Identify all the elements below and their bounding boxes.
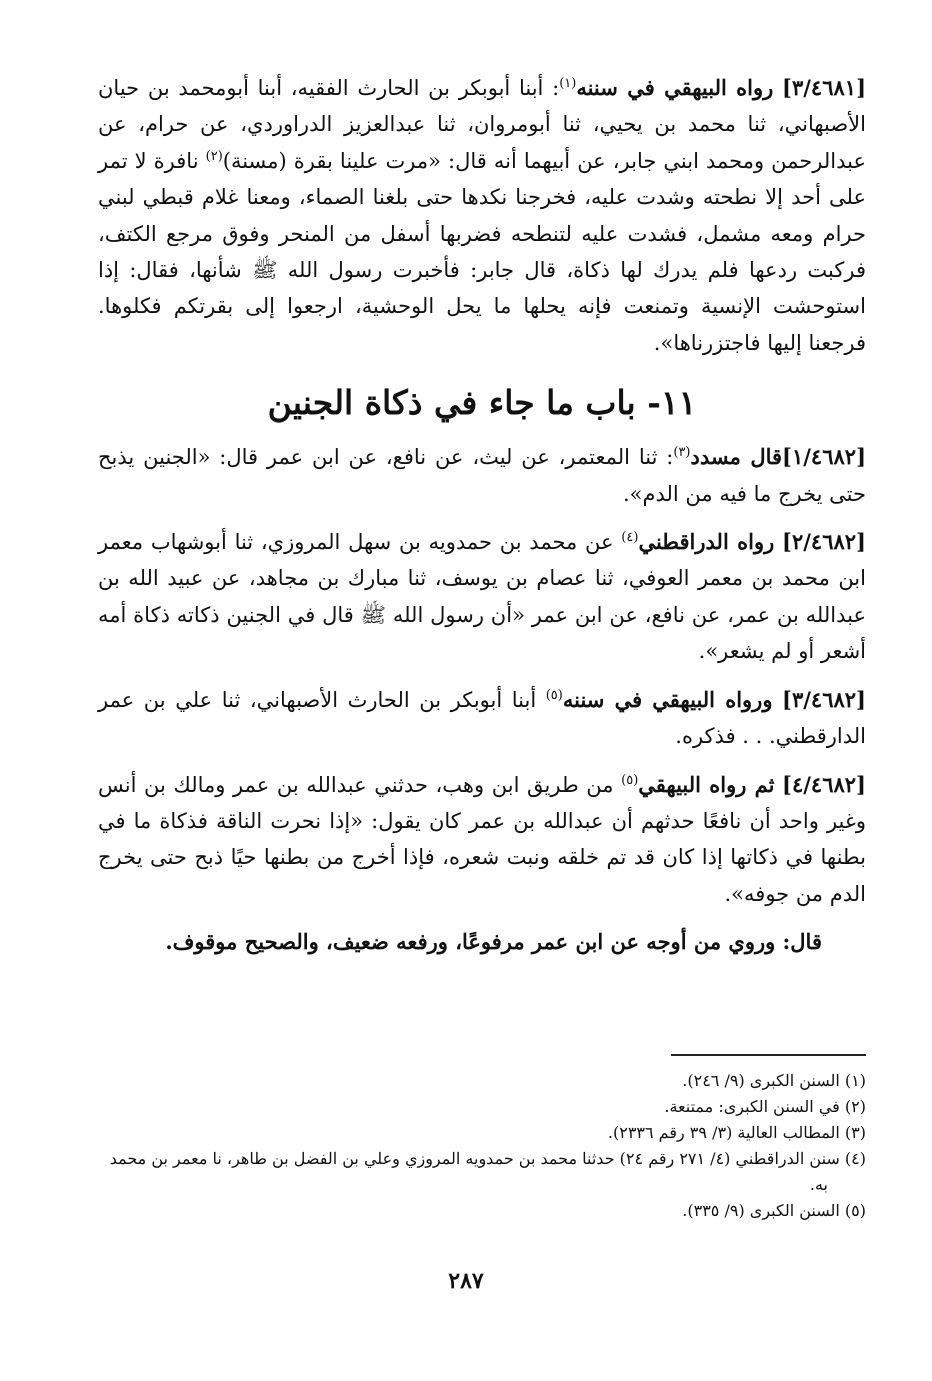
hadith-text: أبنا أبوبكر بن الحارث الأصبهاني، ثنا علي بن عمر الدارقطني. . . فذكره. xyxy=(98,687,866,749)
hadith-text: : أبنا أبوبكر بن الحارث الفقيه، أبنا أبومحمد بن حيان الأصبهاني، ثنا محمد بن يحيي، ثنا أبومروان، ثنا عبدالعزيز الدراوردي، عن حرام، عن عبدالرحمن ومحمد ابني جابر، عن أبيهما أنه قال: «مرت علينا بقرة (مسنة) xyxy=(98,76,867,173)
hadith-text: : ثنا المعتمر، عن ليث، عن نافع، عن ابن عمر قال: «الجنين يذبح حتى يخرج ما فيه من الدم». xyxy=(98,445,866,506)
footnote-item: (١) السنن الكبرى (٩/ ٢٤٦). xyxy=(682,1071,866,1090)
hadith-source: قال مسدد xyxy=(690,444,783,470)
hadith-source: رواه البيهقي في سننه xyxy=(576,75,774,100)
hadith-source: ورواه البيهقي في سننه xyxy=(562,686,773,712)
footnote-item: (٢) في السنن الكبرى: ممتنعة. xyxy=(664,1097,866,1116)
hadith-reference: [٤/٤٦٨٢] xyxy=(782,771,866,797)
footnote-marker: (٢) xyxy=(205,148,223,164)
footnote-marker: (٤) xyxy=(621,530,639,546)
hadith-text: نافرة لا تمر على أحد إلا نطحته وشدت عليه، فخرجنا نكدها حتى بلغنا الصماء، ومعنا غلام قبطي لبني حرام ومعه مشمل، فشدت عليه لتنطحه فضربها أسفل من المنحر وفوق مرجع الكتف، فركبت ردعها فلم يدرك لها ذكاة، قال جابر: فأخبرت رسول الله ﷺ شأنها، فقال: إذا استوحشت الإنسية وتمنعت فإنه يحلها ما يحل الوحشية، ارجعوا إلى بقرتكم فكلوها. فرجعنا إليها فاجتزرناها». xyxy=(98,148,866,355)
hadith-paragraph-4682-1 xyxy=(98,439,866,512)
hadith-source: رواه الدراقطني xyxy=(638,529,775,555)
hadith-reference: [٢/٤٦٨٢] xyxy=(782,529,866,555)
footnote-marker: (١) xyxy=(559,76,577,91)
hadith-paragraph-4682-3 xyxy=(98,682,866,755)
closing-remark: قال: وروي من أوجه عن ابن عمر مرفوعًا، ورفعه ضعيف، والصحيح موقوف. xyxy=(165,929,822,955)
hadith-reference: [٣/٤٦٨٢] xyxy=(782,686,866,712)
chapter-title: ١١- باب ما جاء في ذكاة الجنين xyxy=(267,383,697,423)
footnote-item: (٣) المطالب العالية (٣/ ٣٩ رقم ٢٣٣٦). xyxy=(607,1123,866,1142)
hadith-paragraph-4682-2 xyxy=(98,524,866,670)
footnote-marker: (٣) xyxy=(673,445,691,461)
hadith-reference: [٣/٤٦٨١] xyxy=(782,75,866,100)
hadith-paragraph-4681-3 xyxy=(98,70,866,361)
hadith-reference: [١/٤٦٨٢] xyxy=(782,444,866,470)
page-number: ٢٨٧ xyxy=(448,1268,484,1294)
footnotes xyxy=(98,1068,866,1224)
hadith-text: من طريق ابن وهب، حدثني عبدالله بن عمر ومالك بن أنس وغير واحد أن نافعًا حدثهم أن عبدالله بن عمر كان يقول: «إذا نحرت الناقة فذكاة ما في بطنها في ذكاتها إذا كان قد تم خلقه ونبت شعره، فإذا أخرج من بطنها حيًا ذبح حتى يخرج الدم من جوفه». xyxy=(98,772,866,906)
footnote-item: (٤) سنن الدراقطني (٤/ ٢٧١ رقم ٢٤) حدثنا محمد بن حمدويه المروزي وعلي بن الفضل بن طاهر، نا معمر بن محمد به. xyxy=(109,1149,866,1194)
footnote-marker: (٥) xyxy=(621,772,639,788)
footnote-marker: (٥) xyxy=(545,687,563,703)
main-text xyxy=(98,70,866,960)
footnote-divider xyxy=(671,1054,866,1056)
hadith-paragraph-4682-4 xyxy=(98,767,866,913)
hadith-source: ثم رواه البيهقي xyxy=(638,771,775,797)
footnote-item: (٥) السنن الكبرى (٩/ ٣٣٥). xyxy=(682,1201,866,1220)
hadith-text: عن محمد بن حمدويه بن سهل المروزي، ثنا أبوشهاب معمر ابن محمد بن معمر العوفي، ثنا عصام بن يوسف، ثنا مبارك بن مجاهد، عن عبيد الله بن عبدالله بن عمر، عن نافع، عن ابن عمر «أن رسول الله ﷺ قال في الجنين ذكاته ذكاة أمه أشعر أو لم يشعر». xyxy=(98,530,866,664)
